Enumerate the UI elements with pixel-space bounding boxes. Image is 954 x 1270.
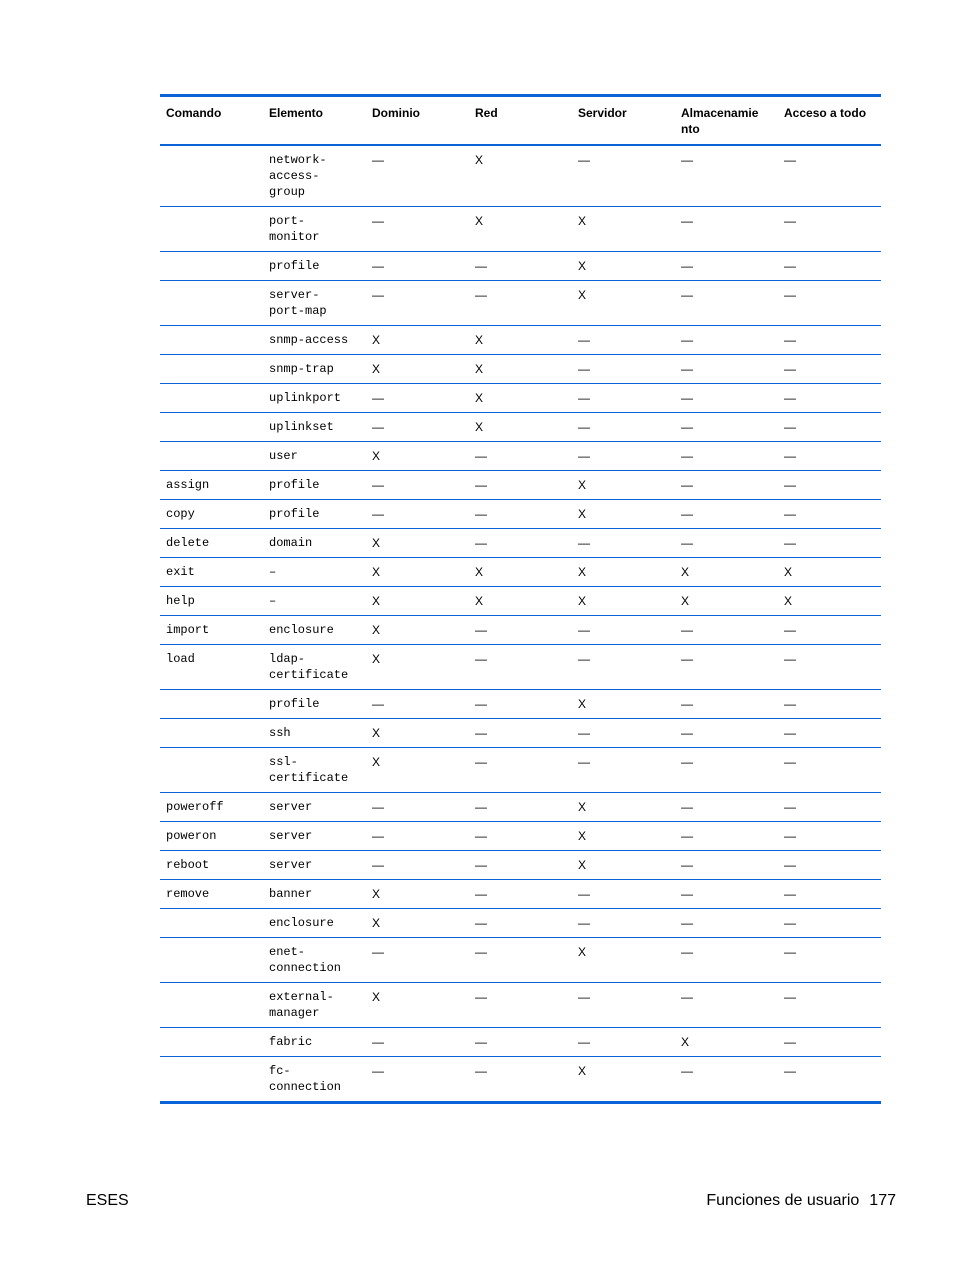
permission-cell: — — [675, 326, 778, 355]
permission-cell: — — [469, 793, 572, 822]
footer-left-label: ESES — [86, 1192, 129, 1209]
command-cell: assign — [160, 471, 263, 500]
permission-cell: — — [366, 145, 469, 207]
permission-cell: X — [572, 793, 675, 822]
table-row — [160, 719, 881, 748]
permission-cell: — — [778, 252, 881, 281]
table-row — [160, 145, 881, 207]
permission-cell: X — [469, 355, 572, 384]
permission-cell: — — [469, 281, 572, 326]
permission-cell: — — [572, 355, 675, 384]
permission-cell: — — [366, 207, 469, 252]
permission-cell: — — [366, 822, 469, 851]
permission-cell: X — [366, 645, 469, 690]
permission-cell: — — [778, 851, 881, 880]
command-cell: remove — [160, 880, 263, 909]
permission-cell: — — [675, 748, 778, 793]
permission-cell: — — [469, 252, 572, 281]
table-row — [160, 645, 881, 690]
permission-cell: — — [778, 442, 881, 471]
column-header: Almacenamie nto — [675, 96, 778, 146]
command-cell — [160, 1028, 263, 1057]
permission-cell: — — [778, 471, 881, 500]
table-row — [160, 851, 881, 880]
permission-cell: — — [572, 645, 675, 690]
permission-cell: — — [366, 938, 469, 983]
permission-cell: — — [469, 938, 572, 983]
column-header: Elemento — [263, 96, 366, 146]
table-row — [160, 938, 881, 983]
permission-cell: — — [675, 384, 778, 413]
permission-cell: — — [372, 1064, 384, 1078]
element-cell: profile — [263, 500, 366, 529]
table-row — [160, 281, 881, 326]
table-row — [160, 1057, 881, 1103]
permission-cell: — — [675, 851, 778, 880]
permissions-table — [160, 94, 881, 1104]
permission-cell: X — [778, 558, 881, 587]
permission-cell: — — [366, 281, 469, 326]
permission-cell: X — [469, 326, 572, 355]
permission-cell: X — [675, 558, 778, 587]
element-cell: banner — [263, 880, 366, 909]
permission-cell: — — [675, 938, 778, 983]
element-cell: ssl- certificate — [263, 748, 366, 793]
permission-cell: X — [572, 851, 675, 880]
permission-cell: — — [784, 1064, 796, 1078]
element-cell: fc- connection — [269, 1064, 342, 1094]
footer-right — [706, 1192, 896, 1210]
permission-cell: — — [572, 145, 675, 207]
permission-cell: X — [469, 384, 572, 413]
element-cell: server — [263, 793, 366, 822]
command-cell: load — [160, 645, 263, 690]
command-cell — [160, 690, 263, 719]
table-row — [160, 822, 881, 851]
permission-cell: — — [778, 384, 881, 413]
table-row — [160, 558, 881, 587]
permission-cell: — — [778, 822, 881, 851]
table-row — [160, 384, 881, 413]
permission-cell: — — [572, 413, 675, 442]
permission-cell: — — [778, 983, 881, 1028]
element-cell: enclosure — [263, 616, 366, 645]
element-cell: server- port-map — [263, 281, 366, 326]
permission-cell: — — [572, 384, 675, 413]
table-body — [160, 145, 881, 1103]
element-cell: – — [263, 558, 366, 587]
table-row — [160, 616, 881, 645]
permission-cell: — — [778, 355, 881, 384]
permission-cell: — — [469, 719, 572, 748]
element-cell: profile — [263, 690, 366, 719]
permission-cell: — — [675, 207, 778, 252]
command-cell: import — [160, 616, 263, 645]
permission-cell: — — [469, 645, 572, 690]
permission-cell: — — [681, 1064, 693, 1078]
command-cell — [160, 938, 263, 983]
permission-cell: — — [675, 500, 778, 529]
permission-cell: — — [366, 1028, 469, 1057]
element-cell: profile — [263, 252, 366, 281]
permission-cell: — — [778, 719, 881, 748]
permission-cell: — — [778, 281, 881, 326]
permission-cell: X — [366, 442, 469, 471]
column-header: Acceso a todo — [778, 96, 881, 146]
permission-cell: — — [675, 690, 778, 719]
permission-cell: X — [578, 1064, 587, 1078]
permission-cell: — — [778, 748, 881, 793]
permission-cell: — — [675, 616, 778, 645]
permission-cell: — — [475, 1064, 487, 1078]
command-cell: help — [160, 587, 263, 616]
permission-cell: X — [366, 719, 469, 748]
table-row — [160, 690, 881, 719]
permission-cell: X — [572, 281, 675, 326]
permission-cell: — — [366, 252, 469, 281]
permission-cell: — — [675, 529, 778, 558]
permission-cell: X — [778, 587, 881, 616]
table-row — [160, 500, 881, 529]
permission-cell: — — [366, 851, 469, 880]
element-cell: user — [263, 442, 366, 471]
table-row — [160, 909, 881, 938]
command-cell — [160, 748, 263, 793]
permission-cell: X — [469, 207, 572, 252]
column-header: Red — [469, 96, 572, 146]
permission-cell: X — [366, 326, 469, 355]
permission-cell: — — [572, 1028, 675, 1057]
element-cell: port- monitor — [263, 207, 366, 252]
permission-cell: X — [572, 500, 675, 529]
permission-cell: X — [572, 558, 675, 587]
permission-cell: — — [778, 880, 881, 909]
element-cell: snmp-trap — [263, 355, 366, 384]
permission-cell: — — [675, 983, 778, 1028]
permission-cell: — — [675, 909, 778, 938]
permission-cell: X — [572, 690, 675, 719]
permission-cell: — — [675, 145, 778, 207]
element-cell: ssh — [263, 719, 366, 748]
command-cell — [160, 983, 263, 1028]
permission-cell: — — [778, 938, 881, 983]
permission-cell: — — [778, 326, 881, 355]
permission-cell: — — [572, 719, 675, 748]
command-cell — [160, 326, 263, 355]
element-cell: fabric — [263, 1028, 366, 1057]
permission-cell: — — [572, 616, 675, 645]
command-cell — [160, 1057, 263, 1103]
permission-cell: X — [572, 822, 675, 851]
table-row — [160, 793, 881, 822]
permission-cell: — — [675, 252, 778, 281]
permission-cell: — — [572, 909, 675, 938]
element-cell: server — [263, 851, 366, 880]
element-cell: profile — [263, 471, 366, 500]
permission-cell: X — [572, 471, 675, 500]
table-row — [160, 471, 881, 500]
command-cell: poweroff — [160, 793, 263, 822]
element-cell: domain — [263, 529, 366, 558]
permission-cell: — — [675, 719, 778, 748]
permission-cell: — — [469, 880, 572, 909]
permission-cell: — — [572, 529, 675, 558]
command-cell — [160, 252, 263, 281]
table-row — [160, 587, 881, 616]
command-cell — [160, 719, 263, 748]
permission-cell: X — [469, 413, 572, 442]
permission-cell: X — [469, 587, 572, 616]
column-header: Comando — [160, 96, 263, 146]
permission-cell: — — [675, 413, 778, 442]
table-row — [160, 1028, 881, 1057]
permission-cell: — — [778, 207, 881, 252]
permission-cell: — — [675, 442, 778, 471]
permission-cell: — — [469, 616, 572, 645]
permission-cell: X — [366, 909, 469, 938]
command-cell — [160, 145, 263, 207]
permission-cell: — — [778, 909, 881, 938]
element-cell: uplinkport — [263, 384, 366, 413]
permission-cell: — — [572, 442, 675, 471]
permission-cell: — — [469, 851, 572, 880]
table-row — [160, 983, 881, 1028]
permission-cell: — — [778, 645, 881, 690]
permission-cell: — — [469, 471, 572, 500]
element-cell: snmp-access — [263, 326, 366, 355]
permission-cell: — — [675, 645, 778, 690]
element-cell: uplinkset — [263, 413, 366, 442]
permission-cell: X — [366, 355, 469, 384]
permission-cell: — — [778, 793, 881, 822]
permission-cell: — — [469, 1028, 572, 1057]
permission-cell: X — [366, 983, 469, 1028]
table-row — [160, 880, 881, 909]
element-cell: enclosure — [263, 909, 366, 938]
permission-cell: — — [366, 413, 469, 442]
permission-cell: — — [675, 471, 778, 500]
command-cell: reboot — [160, 851, 263, 880]
command-cell: delete — [160, 529, 263, 558]
permission-cell: — — [778, 616, 881, 645]
command-cell: poweron — [160, 822, 263, 851]
permission-cell: — — [778, 1028, 881, 1057]
command-cell — [160, 442, 263, 471]
command-cell — [160, 355, 263, 384]
command-cell: copy — [160, 500, 263, 529]
permission-cell: X — [572, 207, 675, 252]
permission-cell: — — [675, 880, 778, 909]
permission-cell: — — [778, 413, 881, 442]
permission-cell: — — [572, 983, 675, 1028]
permission-cell: — — [366, 471, 469, 500]
permission-cell: — — [469, 748, 572, 793]
permission-cell: X — [572, 587, 675, 616]
permission-cell: — — [469, 500, 572, 529]
element-cell: ldap- certificate — [263, 645, 366, 690]
table-row — [160, 207, 881, 252]
permission-cell: — — [572, 880, 675, 909]
permission-cell: X — [366, 748, 469, 793]
command-cell — [160, 384, 263, 413]
table-row — [160, 355, 881, 384]
permission-cell: X — [366, 880, 469, 909]
command-cell: exit — [160, 558, 263, 587]
element-cell: – — [263, 587, 366, 616]
permission-cell: — — [366, 384, 469, 413]
permission-cell: — — [469, 690, 572, 719]
table-row — [160, 748, 881, 793]
permission-cell: X — [572, 938, 675, 983]
permission-cell: X — [469, 558, 572, 587]
permission-cell: — — [469, 909, 572, 938]
permission-cell: — — [778, 500, 881, 529]
permission-cell: — — [469, 529, 572, 558]
command-cell — [160, 909, 263, 938]
column-header: Servidor — [572, 96, 675, 146]
table-row — [160, 326, 881, 355]
page-number: 177 — [869, 1192, 896, 1209]
permission-cell: — — [366, 793, 469, 822]
permission-cell: — — [572, 326, 675, 355]
element-cell: network- access- group — [263, 145, 366, 207]
permission-cell: — — [778, 690, 881, 719]
permission-cell: — — [675, 281, 778, 326]
permission-cell: — — [675, 822, 778, 851]
command-cell — [160, 413, 263, 442]
permission-cell: — — [366, 500, 469, 529]
table-header — [160, 96, 881, 146]
permission-cell: — — [572, 748, 675, 793]
permission-cell: X — [366, 587, 469, 616]
permission-cell: — — [675, 793, 778, 822]
command-cell — [160, 281, 263, 326]
permission-cell: X — [675, 1028, 778, 1057]
column-header: Dominio — [366, 96, 469, 146]
permission-cell: X — [366, 616, 469, 645]
table-row — [160, 413, 881, 442]
permission-cell: — — [469, 822, 572, 851]
permission-cell: X — [366, 558, 469, 587]
permission-cell: — — [366, 690, 469, 719]
permission-cell: — — [469, 983, 572, 1028]
permission-cell: — — [675, 355, 778, 384]
permission-cell: — — [778, 529, 881, 558]
table-row — [160, 252, 881, 281]
element-cell: enet- connection — [263, 938, 366, 983]
command-cell — [160, 207, 263, 252]
header-row — [160, 96, 881, 146]
table-row — [160, 529, 881, 558]
table-row — [160, 442, 881, 471]
permission-cell: — — [469, 442, 572, 471]
footer-section-title: Funciones de usuario — [706, 1192, 860, 1209]
element-cell: external- manager — [263, 983, 366, 1028]
permission-cell: X — [469, 145, 572, 207]
permission-cell: — — [778, 145, 881, 207]
permission-cell: X — [366, 529, 469, 558]
permission-cell: X — [675, 587, 778, 616]
permission-cell: X — [572, 252, 675, 281]
element-cell: server — [263, 822, 366, 851]
